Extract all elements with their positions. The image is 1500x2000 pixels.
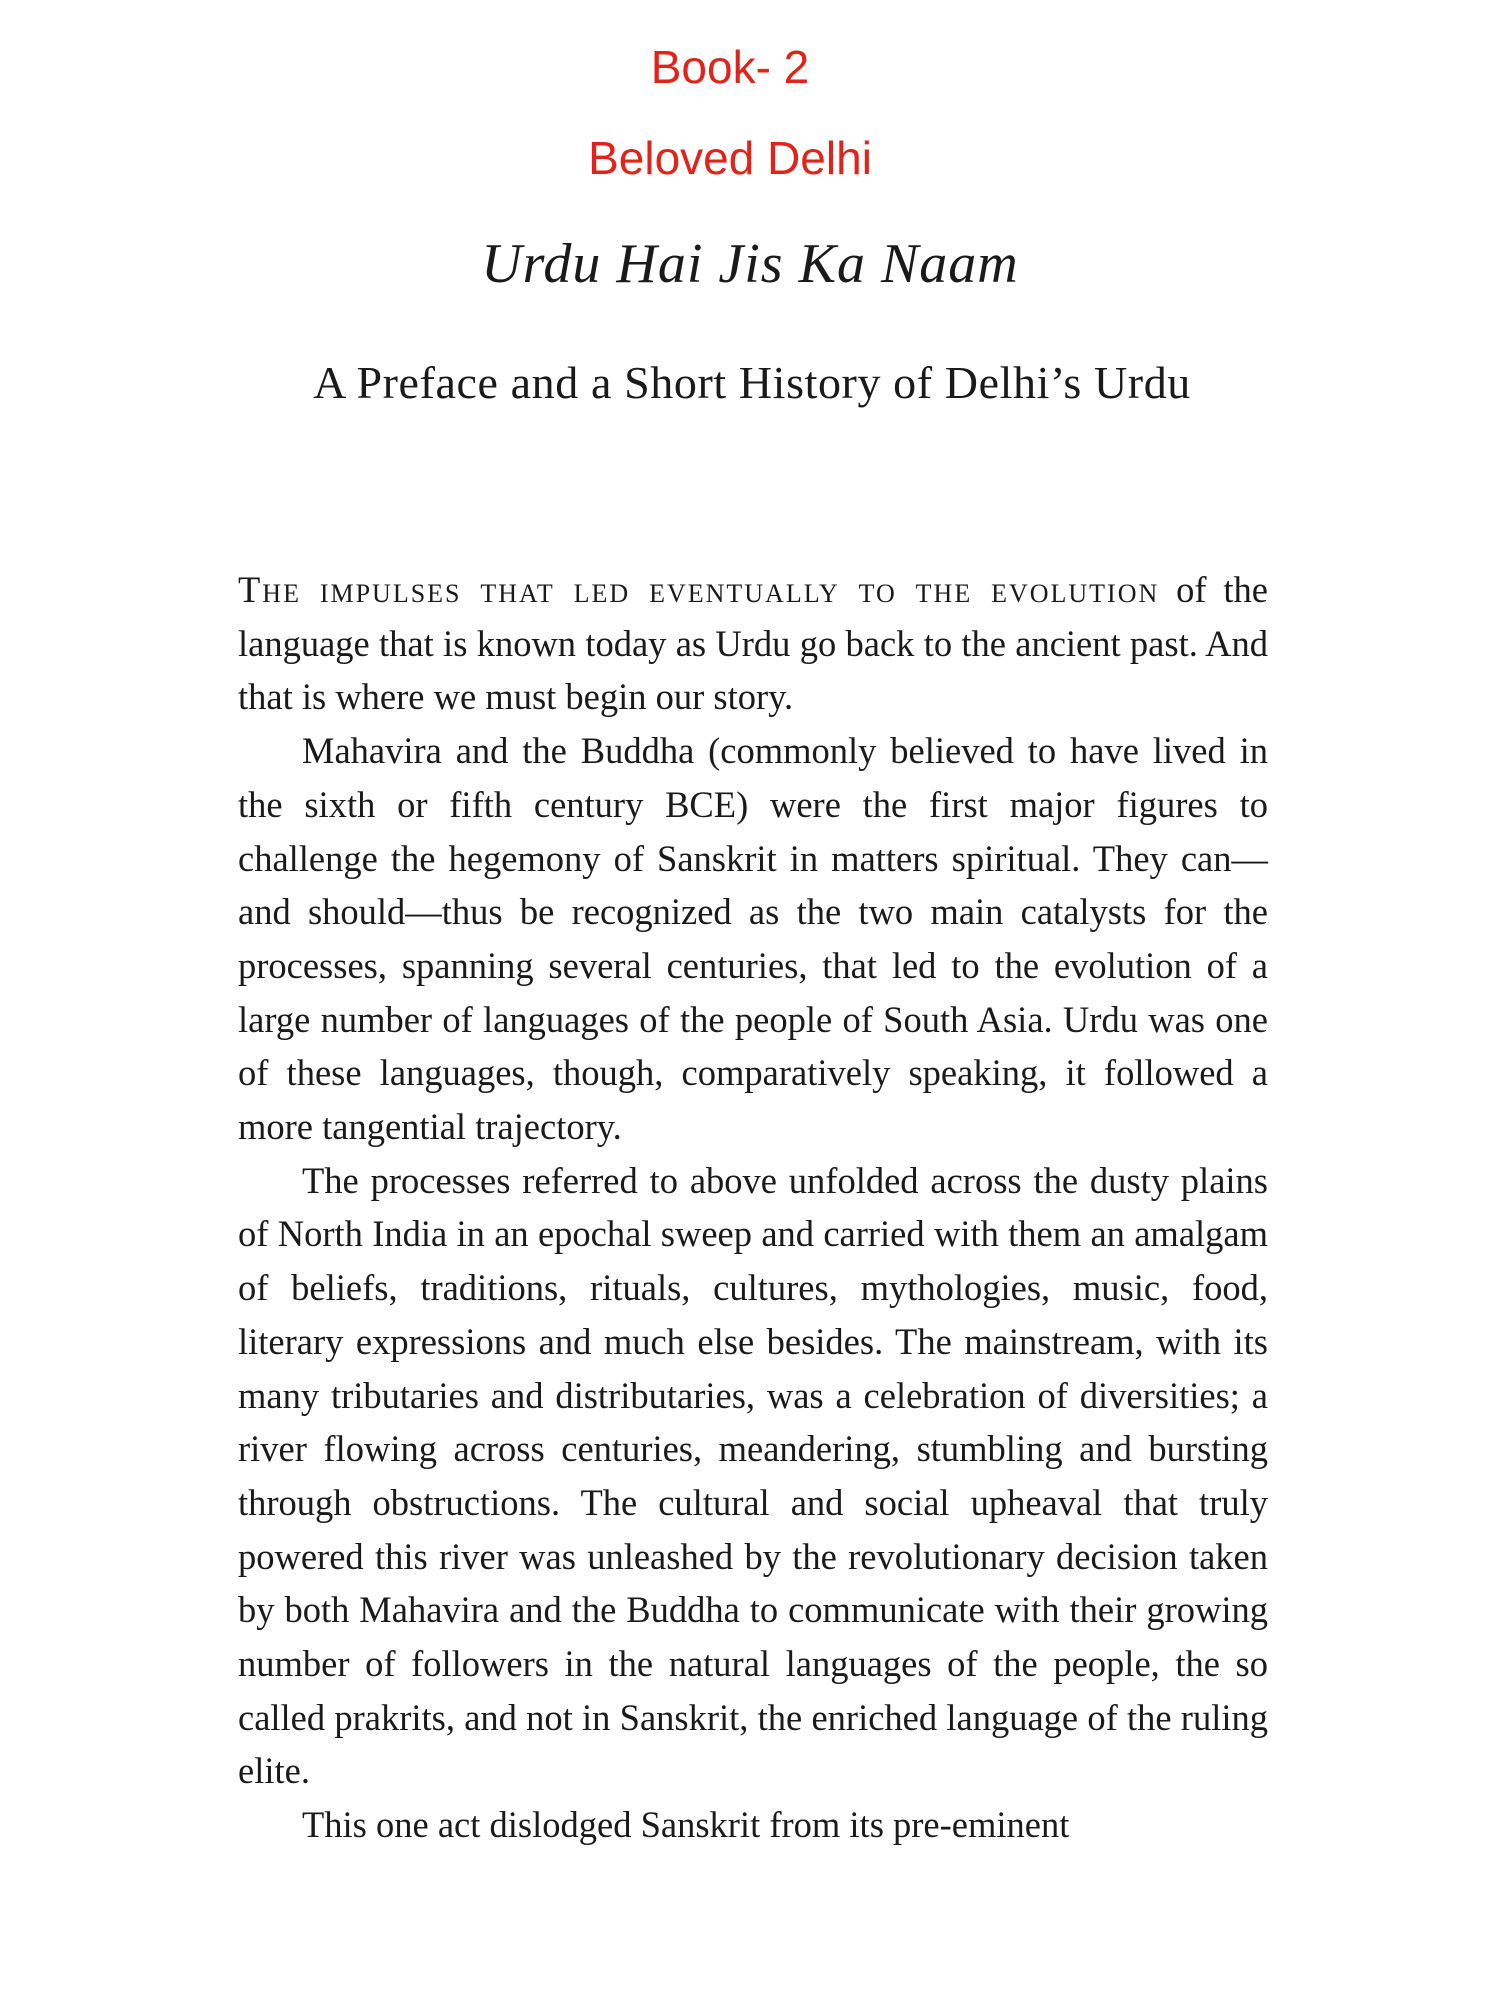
chapter-subtitle: A Preface and a Short History of Delhi’s Urdu xyxy=(313,357,1191,408)
opening-paragraph xyxy=(238,563,1268,724)
opening-smallcaps: The impulses that led eventually to the evolution xyxy=(238,569,1160,610)
body-text xyxy=(238,563,1268,1852)
chapter-title: Urdu Hai Jis Ka Naam xyxy=(481,233,1019,295)
book-number-label: Book- 2 xyxy=(650,41,810,93)
opening-rest: of the language that is known today as Urdu go back to the ancient past. And that is where we must begin our story. xyxy=(238,569,1269,718)
paragraph: This one act dislodged Sanskrit from its pre-eminent xyxy=(302,1804,1070,1846)
paragraph: Mahavira and the Buddha (commonly believed to have lived in the sixth or fifth century BCE) were the first major figures to challenge the hegemony of Sanskrit in matters spiritual. They can—and should—thus be recognized as the two main catalysts for the processes, spanning several centuries, that led to the evolution of a large number of languages of the people of South Asia. Urdu was one of these languages, though, comparatively speaking, it followed a more tangential trajectory. xyxy=(238,730,1268,1148)
book-title-label: Beloved Delhi xyxy=(588,132,872,184)
paragraph: The processes referred to above unfolded across the dusty plains of North India in an epochal sweep and carried with them an amalgam of beliefs, traditions, rituals, cultures, mythologies, music, food, literary expressions and much else besides. The mainstream, with its many tributaries and distributaries, was a celebration of diversities; a river flowing across centuries, meandering, stumbling and bursting through obstructions. The cultural and social upheaval that truly powered this river was unleashed by the revolutionary decision taken by both Mahavira and the Buddha to communicate with their growing number of followers in the natural languages of the people, the so called prakrits, and not in Sanskrit, the enriched language of the ruling elite. xyxy=(238,1159,1268,1792)
